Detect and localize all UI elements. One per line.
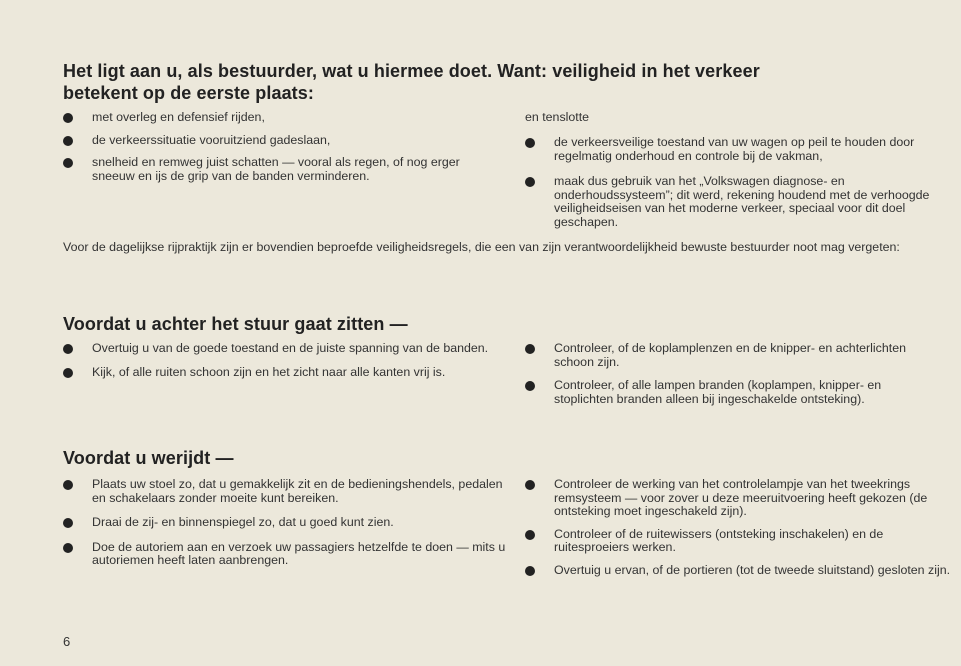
list-item: Controleer, of de koplamplenzen en de knipper- en achterlichten schoon zijn. bbox=[525, 342, 940, 369]
intro-left-list bbox=[63, 111, 503, 183]
intro-heading bbox=[63, 60, 943, 104]
bullet-icon bbox=[525, 138, 535, 148]
list-item: maak dus gebruik van het „Volkswagen diagnose- en onderhoudssysteem”; dit werd, rekening houdend met de verhoogde veiligheidseisen van het moderne verkeer, speciaal voor dit doel geschapen. bbox=[525, 175, 950, 229]
section-wegrijdt-right-list bbox=[525, 478, 953, 578]
list-item: Controleer de werking van het controlelampje van het tweekrings remsysteem — voor zover u deze meeruitvoering heeft gekozen (de ontsteking moet ingeschakeld zijn). bbox=[525, 478, 953, 519]
section-wegrijdt-left-list bbox=[63, 477, 506, 568]
list-item: Controleer of de ruitewissers (ontsteking inschakelen) en de ruitesproeiers werken. bbox=[525, 528, 953, 555]
bullet-icon bbox=[525, 381, 535, 391]
list-item: Doe de autoriem aan en verzoek uw passagiers hetzelfde te doen — mits u autoriemen heeft laten aanbrengen. bbox=[63, 541, 512, 568]
list-item: de verkeerssituatie vooruitziend gadeslaan, bbox=[63, 134, 503, 148]
intro-heading-line1: Het ligt aan u, als bestuurder, wat u hiermee doet. Want: veiligheid in het verkeer bbox=[63, 61, 760, 81]
list-item: Kijk, of alle ruiten schoon zijn en het zicht naar alle kanten vrij is. bbox=[63, 366, 472, 380]
section-stuur-right-list bbox=[525, 342, 940, 406]
list-item: Controleer, of alle lampen branden (koplampen, knipper- en stoplichten branden alleen bij ingeschakelde ontsteking). bbox=[525, 379, 940, 406]
bullet-icon bbox=[525, 344, 535, 354]
list-item: met overleg en defensief rijden, bbox=[63, 111, 503, 125]
closing-paragraph: Voor de dagelijkse rijpraktijk zijn er bovendien beproefde veiligheidsregels, die een van zijn verantwoordelijkheid bewuste bestuurder noot mag vergeten: bbox=[63, 240, 900, 254]
bullet-icon bbox=[63, 136, 73, 146]
bullet-icon bbox=[63, 518, 73, 528]
bullet-icon bbox=[63, 158, 73, 168]
intro-right-list bbox=[525, 136, 950, 230]
bullet-icon bbox=[525, 566, 535, 576]
list-item: Plaats uw stoel zo, dat u gemakkelijk zit en de bedieningshendels, pedalen en schakelaars zonder moeite kunt bereiken. bbox=[63, 478, 503, 505]
list-item: de verkeersveilige toestand van uw wagen op peil te houden door regelmatig onderhoud en controle bij de vakman, bbox=[525, 136, 950, 163]
list-item: Draai de zij- en binnenspiegel zo, dat u goed kunt zien. bbox=[63, 516, 503, 530]
intro-right-label: en tenslotte bbox=[525, 110, 590, 124]
bullet-icon bbox=[63, 113, 73, 123]
bullet-icon bbox=[63, 344, 73, 354]
section-stuur-heading: Voordat u achter het stuur gaat zitten — bbox=[63, 314, 408, 334]
bullet-icon bbox=[525, 480, 535, 490]
page-number: 6 bbox=[63, 634, 71, 649]
bullet-icon bbox=[63, 368, 73, 378]
intro-heading-line2: betekent op de eerste plaats: bbox=[63, 83, 314, 103]
bullet-icon bbox=[63, 480, 73, 490]
bullet-icon bbox=[63, 543, 73, 553]
list-item: Overtuig u van de goede toestand en de juiste spanning van de banden. bbox=[63, 342, 493, 356]
list-item: Overtuig u ervan, of de portieren (tot de tweede sluitstand) gesloten zijn. bbox=[525, 564, 953, 578]
list-item: snelheid en remweg juist schatten — vooral als regen, of nog erger sneeuw en ijs de grip van de banden verminderen. bbox=[63, 156, 502, 183]
bullet-icon bbox=[525, 530, 535, 540]
section-stuur-left-list bbox=[63, 342, 493, 379]
bullet-icon bbox=[525, 177, 535, 187]
section-wegrijdt-heading: Voordat u werijdt — bbox=[63, 448, 234, 468]
